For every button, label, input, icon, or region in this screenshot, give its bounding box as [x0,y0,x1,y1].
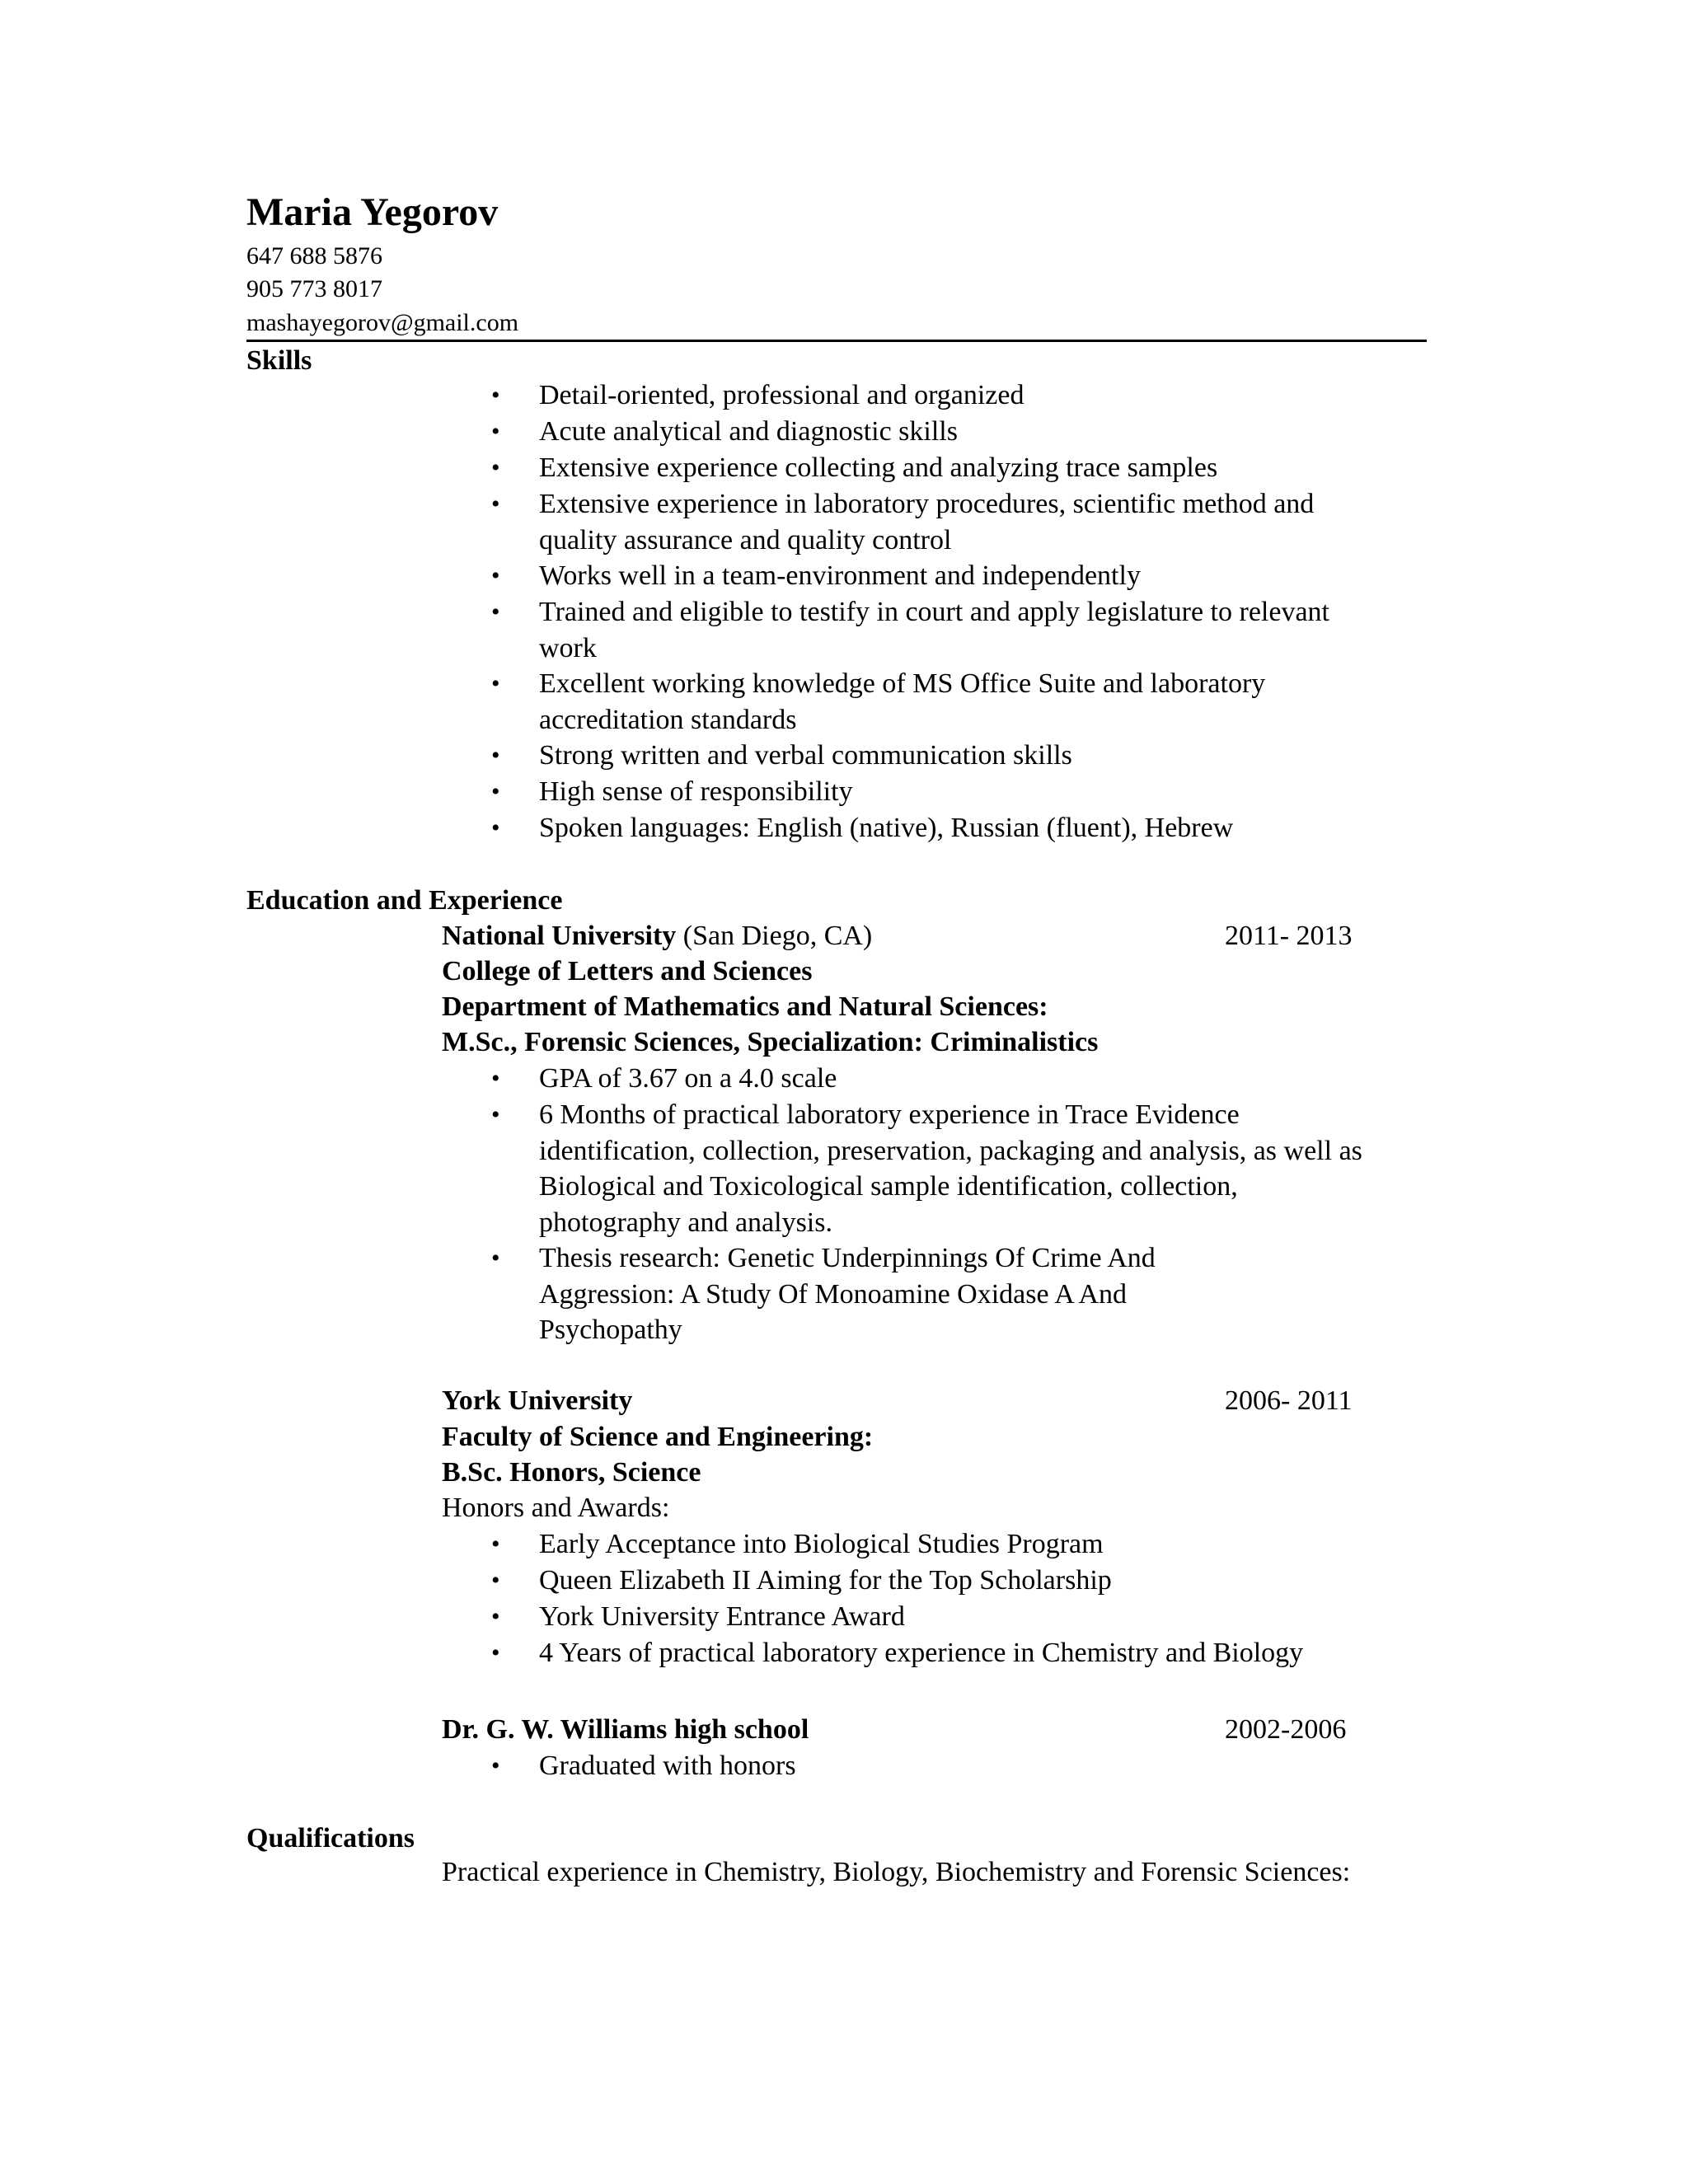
national-university-bullet-item-line: photography and analysis. [539,1207,832,1238]
skill-item-line: accreditation standards [539,704,797,735]
bullet-icon: • [491,814,500,841]
national-university-college: College of Letters and Sciences [442,956,813,987]
bullet-icon: • [491,1567,500,1594]
skill-item-line: Detail-oriented, professional and organized [539,380,1025,410]
national-university-bullet-item-line: GPA of 3.67 on a 4.0 scale [539,1063,837,1094]
skill-item-line: High sense of responsibility [539,776,853,807]
qualifications-heading: Qualifications [246,1823,415,1854]
skill-item-line: Strong written and verbal communication skills [539,740,1072,771]
bullet-icon: • [491,454,500,481]
york-university-bullet-item-line: Early Acceptance into Biological Studies Program [539,1529,1104,1559]
skill-item-line: Works well in a team-environment and independently [539,560,1141,591]
national-university-degree: M.Sc., Forensic Sciences, Specialization: Criminalistics [442,1027,1099,1057]
bullet-icon: • [491,1639,500,1666]
york-university-bullet-item-line: 4 Years of practical laboratory experience in Chemistry and Biology [539,1638,1304,1668]
skill-item-line: work [539,632,597,663]
skills-heading: Skills [246,345,312,376]
national-university-location: (San Diego, CA) [676,921,873,951]
high-school-name: Dr. G. W. Williams high school [442,1714,809,1745]
national-university-bullet-item-line: Psychopathy [539,1315,682,1345]
high-school-dates: 2002-2006 [1225,1714,1347,1745]
education-heading: Education and Experience [246,885,563,916]
bullet-icon: • [491,418,500,445]
bullet-icon: • [491,382,500,409]
phone-secondary: 905 773 8017 [246,275,382,302]
bullet-icon: • [491,778,500,805]
york-university-faculty: Faculty of Science and Engineering: [442,1422,874,1452]
york-honors-label: Honors and Awards: [442,1493,670,1523]
bullet-icon: • [491,490,500,518]
skill-item-line: Extensive experience in laboratory procedures, scientific method and [539,489,1315,519]
skill-item-line: quality assurance and quality control [539,524,952,555]
bullet-icon: • [491,1530,500,1558]
york-university-bullet-item-line: Queen Elizabeth II Aiming for the Top Scholarship [539,1565,1112,1596]
national-university-dates: 2011- 2013 [1225,921,1353,951]
qualifications-text: Practical experience in Chemistry, Biology, Biochemistry and Forensic Sciences: [442,1857,1351,1887]
national-university-department: Department of Mathematics and Natural Sciences: [442,991,1048,1022]
candidate-name: Maria Yegorov [246,190,499,234]
skill-item-line: Excellent working knowledge of MS Office Suite and laboratory [539,668,1266,699]
bullet-icon: • [491,670,500,697]
bullet-icon: • [491,742,500,769]
bullet-icon: • [491,1101,500,1128]
skill-item-line: Spoken languages: English (native), Russian (fluent), Hebrew [539,813,1234,843]
phone-primary: 647 688 5876 [246,242,382,269]
skill-item-line: Extensive experience collecting and analyzing trace samples [539,452,1218,483]
skill-item-line: Trained and eligible to testify in court and apply legislature to relevant [539,597,1329,627]
bullet-icon: • [491,1752,500,1779]
national-university-bullet-item-line: Biological and Toxicological sample identification, collection, [539,1171,1238,1202]
york-university-dates: 2006- 2011 [1225,1385,1353,1416]
bullet-icon: • [491,1065,500,1092]
york-university-degree: B.Sc. Honors, Science [442,1457,701,1488]
skill-item-line: Acute analytical and diagnostic skills [539,416,958,447]
bullet-icon: • [491,598,500,626]
york-university-name: York University [442,1385,633,1416]
national-university-bullet-item-line: 6 Months of practical laboratory experience in Trace Evidence [539,1099,1240,1130]
national-university-name: National University [442,921,677,951]
national-university-bullet-item-line: Aggression: A Study Of Monoamine Oxidase A And [539,1278,1128,1310]
bullet-icon: • [491,1244,500,1272]
bullet-icon: • [491,562,500,589]
national-university-school [442,918,872,954]
header-divider [246,340,1427,342]
email-address: mashayegorov@gmail.com [246,309,519,336]
national-university-bullet-item-line: Thesis research: Genetic Underpinnings Of Crime And [539,1243,1156,1273]
high-school-bullet-item-line: Graduated with honors [539,1750,796,1781]
york-university-bullet-item-line: York University Entrance Award [539,1601,905,1632]
bullet-icon: • [491,1603,500,1630]
national-university-bullet-item-line: identification, collection, preservation, packaging and analysis, as well as [539,1135,1362,1166]
